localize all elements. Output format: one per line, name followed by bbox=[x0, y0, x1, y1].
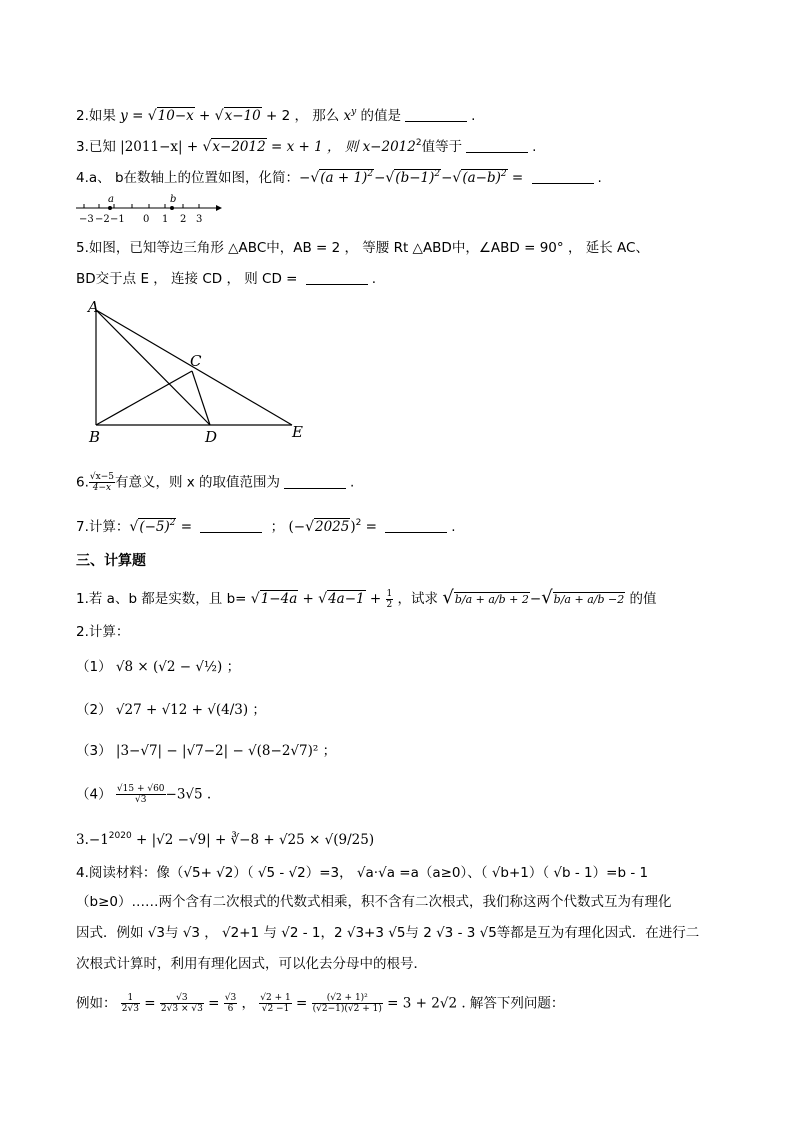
c1-expr-2: √b/a + a/b −2 bbox=[541, 587, 625, 608]
label-b: b bbox=[170, 194, 177, 205]
c1-prefix: 1.若 a、b 都是实数，且 b= bbox=[76, 591, 251, 607]
q7-sep: ； bbox=[266, 519, 289, 535]
q5-answer-blank[interactable] bbox=[306, 270, 368, 285]
section-heading: 三、计算题 bbox=[76, 553, 146, 569]
q7-end: . bbox=[451, 519, 456, 535]
calc-4-line-1: 4.阅读材料：像（√5+ √2）（ √5 - √2）=3， √a·√a =a（a≥0）、（ √b+1）（ √b - 1）=b - 1 bbox=[76, 865, 649, 881]
q7-radical-1: $√(-5)^2$ bbox=[129, 518, 176, 535]
q7-prefix: 7.计算： bbox=[76, 519, 130, 535]
segment-cd bbox=[192, 371, 210, 425]
q6-prefix: 6. bbox=[76, 474, 89, 491]
question-5-line-1 bbox=[76, 238, 649, 258]
q7-eq-1: = bbox=[176, 519, 197, 535]
c1-radical-2: √4a−1 bbox=[318, 591, 365, 607]
c4-line5-mid: ， bbox=[237, 995, 255, 1012]
point-b bbox=[170, 206, 174, 210]
q2-r1: 10−x bbox=[157, 108, 194, 124]
example-frac-1: $\frac{1}{2√3}$ bbox=[121, 993, 139, 1014]
q2-prefix: 2.如果 bbox=[76, 108, 121, 124]
q2-eq: = bbox=[127, 108, 148, 124]
q2-answer-blank[interactable] bbox=[405, 107, 467, 122]
p4-fraction bbox=[116, 784, 166, 805]
q4-radical-3: $√(a-b)^2$ bbox=[452, 169, 507, 186]
segment-bc bbox=[96, 371, 192, 425]
q4-exp-2: 2 bbox=[434, 169, 441, 179]
q6-den: 4−x bbox=[92, 483, 112, 493]
number-line-ticks bbox=[84, 204, 199, 208]
tick-label: 2 bbox=[180, 214, 187, 225]
tick-label: 3 bbox=[196, 214, 203, 225]
tick-label: −1 bbox=[110, 214, 125, 225]
calc-4-line-4: 次根式计算时，利用有理化因式，可以化去分母中的根号． bbox=[76, 956, 427, 972]
example-frac-4: $\frac{√2 + 1}{√2 -1}$ bbox=[260, 993, 291, 1014]
q7-exp-1: 2 bbox=[169, 518, 176, 528]
question-6 bbox=[76, 472, 354, 493]
p3-label: （3） bbox=[76, 743, 112, 759]
c1-radical-1: √1−4a bbox=[250, 591, 298, 607]
q3-radical: √x−2012 bbox=[202, 139, 266, 155]
q7-exp-2: 2 bbox=[355, 518, 362, 528]
question-7: 7.计算：$√(-5)^2$ = ； $(-√2025)^2$ = . bbox=[76, 513, 456, 537]
calc-2-part-4 bbox=[76, 784, 211, 805]
label-a: a bbox=[108, 194, 114, 205]
q4-answer-blank[interactable] bbox=[532, 169, 594, 184]
p1-label: （1） bbox=[76, 659, 112, 675]
calc-2-title: 2.计算： bbox=[76, 624, 130, 640]
c1-half-n: 1 bbox=[386, 588, 393, 599]
tick-label: −3 bbox=[79, 214, 94, 225]
q7-radical-2: √2025 bbox=[305, 519, 350, 535]
calc-2-part-2 bbox=[76, 700, 266, 720]
vertex-b: B bbox=[89, 428, 101, 446]
c1-plus2: + bbox=[365, 591, 386, 607]
c4-line5-tail: = 3 + 2√2 . 解答下列问题： bbox=[382, 995, 565, 1012]
q4-end: . bbox=[597, 170, 602, 186]
question-4: 4.a、 b在数轴上的位置如图，化简：$-√(a + 1)^2-√(b-1)^2-√(a-b)^2$ = . bbox=[76, 164, 602, 188]
c3-text: 3.−1 bbox=[76, 832, 109, 848]
q3-eq: = x + 1 ， 则 bbox=[266, 139, 363, 155]
q3-exp: 2 bbox=[415, 138, 422, 148]
c1-suffix: 的值 bbox=[625, 591, 657, 607]
p4-tail: −3√5 . bbox=[165, 786, 212, 803]
c1-expr-1: √b/a + a/b + 2 bbox=[442, 587, 529, 608]
c3-exp: 2020 bbox=[108, 831, 132, 841]
q7-eq-2: = bbox=[361, 519, 382, 535]
question-5-line-2 bbox=[76, 269, 376, 289]
vertex-a: A bbox=[88, 298, 99, 316]
tick-label: 1 bbox=[162, 214, 169, 225]
c1-mid: ，试求 bbox=[393, 591, 443, 607]
q2-suffix: 的值是 bbox=[356, 108, 402, 124]
q7-answer-blank-2[interactable] bbox=[385, 518, 447, 533]
p4-den: √3 bbox=[134, 795, 147, 805]
point-a bbox=[108, 206, 112, 210]
q2-radical-1: √10−x bbox=[147, 108, 194, 124]
example-frac-3: $\frac{√3}{6}$ bbox=[224, 993, 237, 1014]
q4-exp-3: 2 bbox=[500, 169, 507, 179]
q4-r1: (a + 1) bbox=[320, 170, 368, 186]
q2-end: . bbox=[471, 108, 476, 124]
q4-radical-1: $√(a + 1)^2$ bbox=[310, 169, 374, 186]
q2-exp: y bbox=[351, 107, 357, 117]
vertex-d: D bbox=[205, 428, 218, 446]
q7-answer-blank-1[interactable] bbox=[200, 518, 262, 533]
c1-half-d: 2 bbox=[386, 599, 393, 610]
q2-plus: + bbox=[194, 108, 215, 124]
q2-y: y bbox=[120, 108, 128, 124]
q3-r: x−2012 bbox=[212, 139, 266, 155]
calc-4-line-5: 例如： $\frac{1}{2√3}$ = $\frac{√3}{2√3 \times √3}$ = $\frac{√3}{6}$ ， $\frac{√2 + 1}{√2 -1}$ = $\frac{\text{(√2 + 1)²}}{(√2-1)(√2 + 1)}$ = 3 + 2√2 . 解答下列问题： bbox=[76, 993, 565, 1014]
p4-label: （4） bbox=[76, 786, 112, 803]
q3-abs: |2011−x| bbox=[120, 139, 183, 155]
calc-4-line-2: （b≥0）……两个含有二次根式的代数式相乘，积不含有二次根式，我们称这两个代数式互为有理化 bbox=[76, 894, 672, 910]
number-line bbox=[74, 190, 224, 230]
q6-answer-blank[interactable] bbox=[284, 474, 346, 489]
q5-line2: BD交于点 E ， 连接 CD ， 则 CD = bbox=[76, 271, 302, 287]
q5-line1: 5.如图，已知等边三角形 △ABC中，AB = 2 ， 等腰 Rt △ABD中，∠ABD = 90° ， 延长 AC、 bbox=[76, 240, 649, 256]
q3-expr: x−2012 bbox=[362, 139, 416, 155]
p2-label: （2） bbox=[76, 702, 112, 718]
example-frac-5: $\frac{\text{(√2 + 1)²}}{(√2-1)(√2 + 1)}$ bbox=[312, 993, 382, 1014]
q7-e2: 2025 bbox=[315, 519, 350, 535]
c3-rest: + |√2 −√9| + ∛−8 + √25 × √(9/25) bbox=[131, 832, 375, 848]
calc-2-part-3 bbox=[76, 741, 336, 761]
example-frac-2: $\frac{√3}{2√3 \times √3}$ bbox=[160, 993, 203, 1014]
q4-exp-1: 2 bbox=[367, 169, 374, 179]
q4-r3: (a−b) bbox=[462, 170, 501, 186]
p1-expr: √8 × (√2 − √½) ； bbox=[115, 659, 241, 675]
p3-expr: |3−√7| − |√7−2| − √(8−2√7)² ； bbox=[115, 743, 337, 759]
q4-r2: (b−1) bbox=[395, 170, 435, 186]
q4-eq: = bbox=[507, 170, 528, 186]
vertex-e: E bbox=[292, 423, 303, 441]
triangle-figure bbox=[84, 298, 314, 446]
calc-4-line-3: 因式．例如 √3与 √3 ， √2+1 与 √2 - 1，2 √3+3 √5与 2 √3 - 3 √5等都是互为有理化因式．在进行二 bbox=[76, 925, 700, 941]
q3-suffix: 值等于 bbox=[421, 139, 463, 155]
c1-r2: 4a−1 bbox=[328, 591, 365, 607]
tick-label: 0 bbox=[143, 214, 150, 225]
c1-plus: + bbox=[298, 591, 319, 607]
calc-1: 1.若 a、b 都是实数，且 b= √1−4a + √4a−1 + $\frac{1}{2}$ ，试求 √b/a + a/b + 2−√b/a + a/b −2 的值 bbox=[76, 587, 657, 610]
q3-prefix: 3.已知 bbox=[76, 139, 121, 155]
tick-label: −2 bbox=[95, 214, 110, 225]
calc-3 bbox=[76, 826, 374, 850]
calc-2-part-1 bbox=[76, 657, 240, 677]
q6-end: . bbox=[350, 474, 355, 491]
q2-r2: x−10 bbox=[224, 108, 261, 124]
p4-num: √15 + √60 bbox=[116, 784, 165, 794]
q4-radical-2: $√(b-1)^2$ bbox=[385, 169, 441, 186]
q3-answer-blank[interactable] bbox=[466, 138, 528, 153]
c4-line5-prefix: 例如： bbox=[76, 995, 117, 1012]
question-2 bbox=[76, 102, 475, 126]
q7-e1: (−5) bbox=[139, 519, 170, 535]
q2-x: x bbox=[343, 108, 352, 124]
q2-tail: + 2 ， 那么 bbox=[261, 108, 344, 124]
q6-num: √x−5 bbox=[89, 472, 114, 482]
p2-expr: √27 + √12 + √(4/3) ； bbox=[115, 702, 266, 718]
q5-end: . bbox=[371, 271, 377, 287]
number-line-arrow bbox=[216, 205, 222, 211]
c1-r1: 1−4a bbox=[260, 591, 298, 607]
q4-prefix: 4.a、 b在数轴上的位置如图，化简： bbox=[76, 170, 300, 186]
question-3 bbox=[76, 133, 536, 157]
vertex-c: C bbox=[190, 352, 202, 370]
q3-plus: + bbox=[182, 139, 203, 155]
q2-radical-2: √x−10 bbox=[214, 108, 261, 124]
q6-fraction bbox=[89, 472, 115, 493]
q3-end: . bbox=[532, 139, 537, 155]
q6-suffix: 有意义，则 x 的取值范围为 bbox=[114, 474, 281, 491]
